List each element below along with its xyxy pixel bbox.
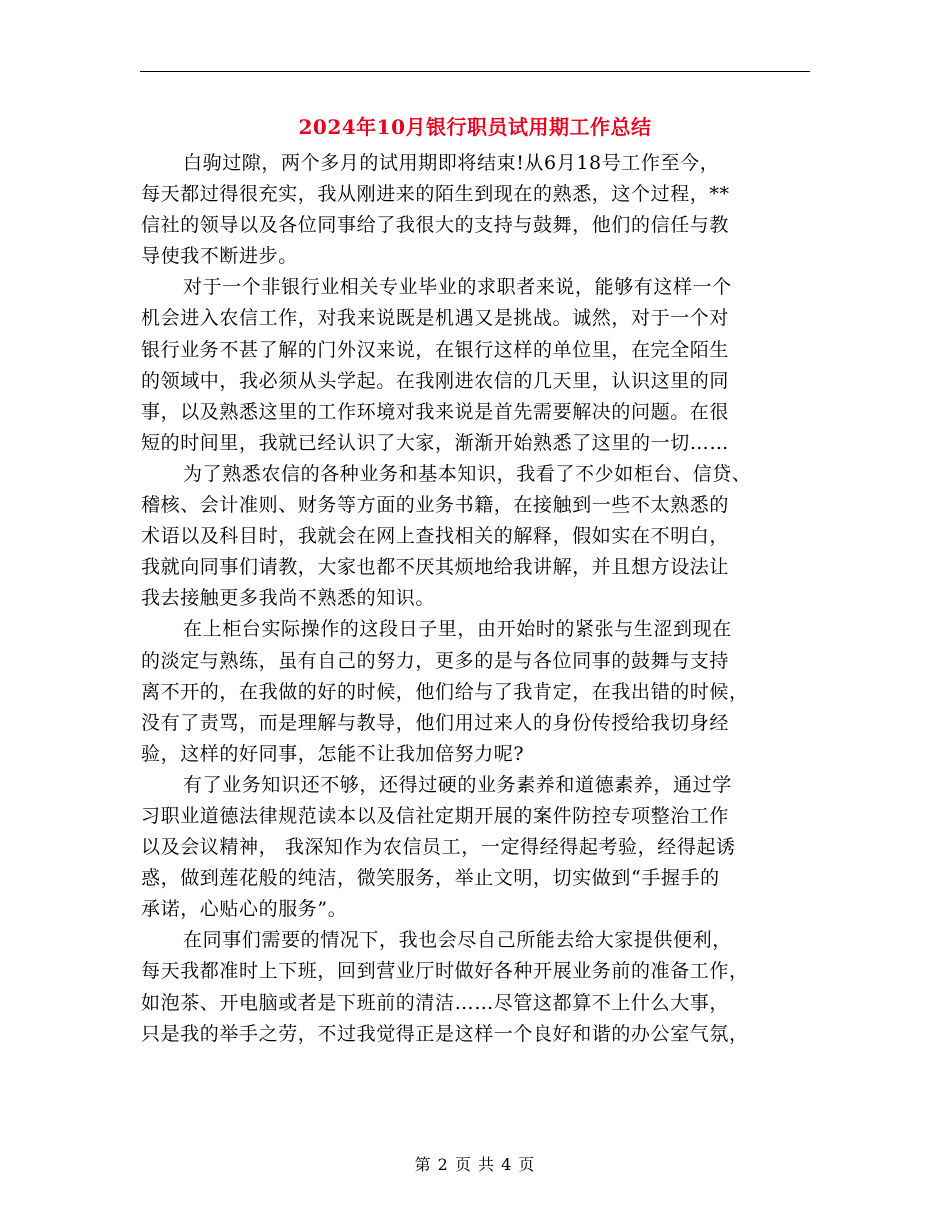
text-line: 有了业务知识还不够，还得过硬的业务素养和道德素养，通过学 <box>183 773 732 796</box>
text-line: 稽核、会计准则、财务等方面的业务书籍，在接触到一些不太熟悉的 <box>141 494 730 517</box>
text-line: 没有了责骂，而是理解与教导，他们用过来人的身份传授给我切身经 <box>141 711 730 734</box>
text-line: 对于一个非银行业相关专业毕业的求职者来说，能够有这样一个 <box>183 276 732 299</box>
paragraph-4 <box>141 614 813 769</box>
text-line: 我去接触更多我尚不熟悉的知识。 <box>141 587 436 610</box>
text-line: 机会进入农信工作，对我来说既是机遇又是挑战。诚然，对于一个对 <box>141 307 730 330</box>
paragraph-2 <box>141 272 813 459</box>
paragraph-1 <box>141 148 813 272</box>
text-line: 每天都过得很充实，我从刚进来的陌生到现在的熟悉，这个过程，** <box>141 183 730 206</box>
page-number: 第 2 页 共 4 页 <box>414 1155 536 1174</box>
header-rule <box>140 71 810 72</box>
text-line: 术语以及科目时，我就会在网上查找相关的解释，假如实在不明白， <box>141 525 730 548</box>
text-line: 离不开的，在我做的好的时候，他们给与了我肯定，在我出错的时候， <box>141 680 749 703</box>
text-line: 的淡定与熟练，虽有自己的努力，更多的是与各位同事的鼓舞与支持 <box>141 649 730 672</box>
document-body <box>141 148 813 1050</box>
text-line: 短的时间里，我就已经认识了大家，渐渐开始熟悉了这里的一切…… <box>141 431 730 454</box>
text-line: 只是我的举手之劳，不过我觉得正是这样一个良好和谐的办公室气氛， <box>141 1022 749 1045</box>
paragraph-3 <box>141 459 813 614</box>
text-line: 验，这样的好同事，怎能不让我加倍努力呢? <box>141 742 525 765</box>
text-line: 的领域中，我必须从头学起。在我刚进农信的几天里，认识这里的同 <box>141 369 730 392</box>
text-line: 导使我不断进步。 <box>141 245 298 268</box>
paragraph-5 <box>141 770 813 925</box>
text-line: 在同事们需要的情况下，我也会尽自己所能去给大家提供便利， <box>183 929 732 952</box>
text-line: 银行业务不甚了解的门外汉来说，在银行这样的单位里，在完全陌生 <box>141 338 730 361</box>
text-line: 惑，做到莲花般的纯洁，微笑服务，举止文明，切实做到“手握手的 <box>141 867 720 890</box>
text-line: 每天我都准时上下班，回到营业厅时做好各种开展业务前的准备工作， <box>141 960 749 983</box>
paragraph-6 <box>141 925 813 1049</box>
text-line: 信社的领导以及各位同事给了我很大的支持与鼓舞，他们的信任与教 <box>141 214 730 237</box>
text-line: 习职业道德法律规范读本以及信社定期开展的案件防控专项整治工作 <box>141 804 730 827</box>
text-line: 以及会议精神， 我深知作为农信员工，一定得经得起考验，经得起诱 <box>141 836 736 859</box>
text-line: 为了熟悉农信的各种业务和基本知识，我看了不少如柜台、信贷、 <box>183 462 752 485</box>
text-line: 我就向同事们请教，大家也都不厌其烦地给我讲解，并且想方设法让 <box>141 556 730 579</box>
document-title: 2024年10月银行职员试用期工作总结 <box>298 115 652 139</box>
text-line: 承诺，心贴心的服务”。 <box>141 898 348 921</box>
text-line: 白驹过隙，两个多月的试用期即将结束!从6月18号工作至今， <box>183 152 720 174</box>
text-line: 在上柜台实际操作的这段日子里，由开始时的紧张与生涩到现在 <box>183 618 732 641</box>
text-line: 事，以及熟悉这里的工作环境对我来说是首先需要解决的问题。在很 <box>141 400 730 423</box>
text-line: 如泡茶、开电脑或者是下班前的清洁……尽管这都算不上什么大事， <box>141 991 730 1014</box>
